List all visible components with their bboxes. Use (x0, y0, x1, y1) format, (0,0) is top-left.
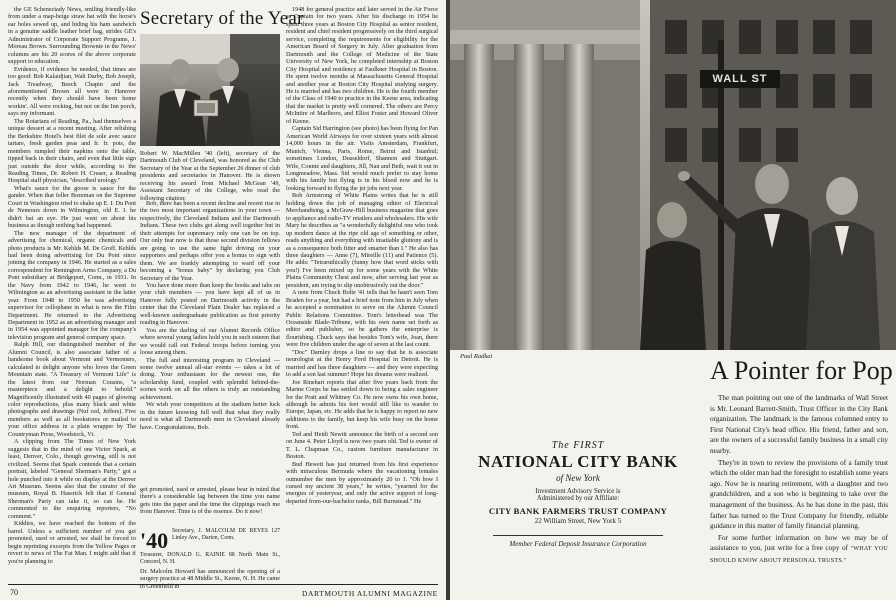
ad-headline: A Pointer for Pop (710, 356, 893, 385)
paragraph: the GE Schenectady News, smiling friendly-like from under a map-beige straw hat with the horse's ear holes sewed up, and hiding his ham sandwich in a genuine saddle leather brief bag, strides GE's Administrator of Corporate Support Programs, J. Moreau Brown. Surrounding Brownie in the News' columns are his 20 scores of the above corporate support to education. (8, 6, 136, 66)
bank-ad (458, 440, 698, 548)
wall-street-photo (450, 0, 896, 350)
class-notes-tail: get promoted, used or arrested, please bear in mind that there's a considerable lag between the time you name gets into the paper and the time the clippings reach me from Hanover. Time is of the essence. Do it now! (140, 486, 280, 516)
paragraph: You are the darling of our Alumni Records Office where several young ladies hold you in such esteem that we would call out Federal troops before turning you loose among them. (140, 326, 280, 357)
street-sign-text: WALL ST (712, 73, 768, 85)
paragraph: Bob, there has been a recent decline and recent rise in the two most important organizations in your town — respectively, the Cleveland Indians and the Dartmouth Indians. These two clubs get along well together but in their attempts for supremacy only one can be on top. Our only fear now is that those second division fellows are going to use the same fight driving on your supporters and perhaps offer you a bonus to sign with them. We are frankly attempting to ward off your becoming a "bonus baby" by declaring you Club Secretary of the Year. (140, 200, 280, 282)
bank-service-line-1: Investment Advisory Service is (535, 488, 621, 495)
class-year: '40 (140, 528, 169, 553)
class-note: Dr. Malcolm Howard has announced the opening of a surgery practice at 48 Middle St., Keene, N. H. He came to Greenfield in (140, 568, 280, 590)
left-column-1 (8, 6, 136, 565)
article-title: Secretary of the Year (140, 8, 304, 29)
paragraph: Joe Rinehart reports that after five years back from the Marine Corps he has settled down to being a sales engineer for the Pratt and Whitney Co. He now owns his own home, although he admits his feet would still like to wander to Europe, Japan, etc. He adds that he is happy to report no new additions to the family, but keep his wife busy on the home front. (286, 378, 438, 431)
trust-company-name: CITY BANK FARMERS TRUST COMPANY (488, 506, 668, 516)
bank-name: NATIONAL CITY BANK (478, 452, 678, 471)
paragraph (710, 533, 888, 567)
left-column-3 (286, 6, 438, 566)
paragraph: Ted and Heidi Newitt announce the birth of a second son on June 4. Peter Lloyd is now two years old. Ted is owner of T. L. Chapman Co., custom furniture manufacturer in Boston. (286, 430, 438, 461)
paragraph: The new manager of the department of advertising for chemical, organic chemicals and photo products is Mr. Kehlds M. De Groff. Kehlds had been doing advertising for Du Pont since joining the company in 1946. He started as a sales correspondent for Remington Arms Company, a Du Pont subsidiary at Bridgeport, Conn., in 1931. In the Navy from 1942 to 1946, he went to Wilmington as an advertising assistant in the latter year. From 1948 to 1950 he was advertising supervisor for cellophane in what is now the Film Department. He returned to the Advertising Department in 1952 as an advertising manager and in 1954 was appointed manager for the company's television program and general company space. (8, 229, 136, 341)
footer-rule (8, 584, 438, 585)
class-secretary: Secretary, J. MALCOLM DE REYES 127 Linley Ave., Darien, Conn. (172, 528, 280, 542)
left-column-2 (140, 200, 280, 482)
photo-caption: Robert W. MacMillen '40 (left), secretary of the Dartmouth Club of Cleveland, was honored as the Club Secretary of the Year at the September 26 dinner of club presidents and secretaries in Hanover. He is shown receiving his award from Michael McGean '49, Assistant Secretary of the College, who read the following citation: (140, 150, 280, 202)
paragraph: The Rotarians of Reading, Pa., had themselves a unique dessert at a recent meeting. After relishing the Berkshire Hotel's best filet de sole avec sauce tartare, fresh garden peas and fr. fr. pots, the members rumpled their napkins onto the table, tipped back in their chairs, and even that little sign just outside the door while, according to the Reading Times, Dr. Robert H. Cruser, a Reading Hospital staff physician, "described urology." (8, 117, 136, 185)
bank-city: of New York (556, 473, 600, 483)
paragraph: Bud Hewett has just returned from his first experience with miraculous Bermuda where the vacationing females outnumber the men by approximately 20 to 1. "Oh how I cursed my ancient 38 years," he writes, "yearned for the energies of yesteryear, and only the active support of long-departed from-our-bachelor ranks, Bill Burnstead." He (286, 460, 438, 505)
paragraph: What's sauce for the goose is sauce for the gander. When that feller Bozeman on the Supreme Court in Washington tried to shake up E. I. Du Pont de Nemours down in Wilmington, old E. I. he didn't bat an eye. He just went on about his business as though nothing had happened. (8, 184, 136, 230)
wall-street-photo-image (450, 0, 896, 350)
ad-body (710, 393, 888, 567)
paragraph: A note from Chuck Bolte '41 tells that he hasn't seen Tom Braden for a year, but had a brief note from him in July when he accepted a nomination to serve on the Alumni Council Public Relations Committee. Tom's letterhead was The Oceanside Blade-Tribune, with his own name set forth as editor and publisher, so he gathers the enterprise is flourishing. Chuck says that besides Tom's wife, Joan, there were five children under the age of seven at the last count. (286, 289, 438, 349)
photo-credit: Paul Radkai (460, 353, 493, 360)
paragraph: Kiddies, we have reached the bottom of the barrel. Unless a sufficient number of you get promoted, used or arrested, we shall be forced to begin reprinting excerpts from the Yellow Pages or revert to news of The Fat Man. I might add that if you're planning to (8, 520, 136, 565)
magazine-name: DARTMOUTH ALUMNI MAGAZINE (302, 589, 438, 598)
fdic-notice: Member Federal Deposit Insurance Corporation (509, 540, 647, 548)
paragraph: They're in town to review the provisions of a family trust which the older man had the foresight to establish some years ago. Now he is nearing retirement, with a daughter and two grandchildren, and a son who is beginning to take over the management of the business. As he has done in the past, this father has turned to the Trust Company for friendly, reliable guidance in this matter of family financial planning. (710, 458, 888, 531)
bank-label-the: The FIRST (551, 440, 605, 451)
paragraph: A clipping from The Times of New York suggests that in the mind of one Victor Spark, at least, Denver, Colo., though growing, still is not civilized. Seems that Spark contends that a certain portrait, labeled "General Sherman's Party," got a hole punched into it while on display at the Denver Art Museum. Seems also that the curator of the museum, Royal B. Hassrick felt that if General Sherman's Party can take it, so can he. He commented to the enquiring reporters, "No comment." (8, 438, 136, 520)
paragraph: We wish your competitors at the stadium better luck in the future knowing full well that what they really need is what all Dartmouth men in Cleveland already have. Congratulations, Bob. (140, 401, 280, 431)
page-number: 70 (10, 588, 18, 597)
bank-service-line-2: Administered by our Affiliate: (536, 495, 620, 502)
paragraph: Captain Sid Harrington (see photo) has been flying for Pan American World Airways for over sixteen years with almost 14,000 hours in the air. Visits Amsterdam, Frankfurt, Munich, Vienna, Paris, Rome, Beirut and Istanbul; sometimes London, Dusseldorf, Shannon and Stuttgart. Wife, Connie and daughters, Jill, Nan and Beth, wait it out in Longmeadow, Mass. Sid would much prefer to stay home with his family but flying is in his blood now and he is looking forward to flying the jet jobs next year. (286, 125, 438, 192)
trust-company-address: 22 William Street, New York 5 (534, 517, 622, 525)
paragraph: Ralph Hill, our distinguished member of the Alumni Council, is also associate father of a handsome book about Vermont and Vermonters, calculated to delight anyone who loves the Green Mountain state. "A Treasury of Vermont Life" is the latest from our Norman Cousins, "a masterpiece and a delight to behold." Magnificently illustrated with 40 pages of glowing color reproductions, plus many black and white photographs and drawings (Nuf ced, Jeffers). Five members as well as all bookstores or mailed to your office address in a plain wrapper by The Countryman Press, Woodstock, Vt. (8, 341, 136, 438)
paragraph: You have done more than keep the books and tabs on your club members — you have kept all of us in Hanover fully posted on Dartmouth activity in the center that the Cleveland Plain Dealer has replaced a well-known undergraduate publication as first priority reading in Hanover. (140, 281, 280, 327)
paragraph: The full and interesting program in Cleveland — some twelve annual all-star events — takes a lot of doing. Your enthusiasm for the newest one, the scholarship fund, coupled with splendid behind-the-scenes work on all the others is truly an outstanding achievement. (140, 356, 280, 401)
class-treasurer: Treasurer, DONALD G. RAINIE 88 North Main St., Concord, N. H. (140, 552, 280, 566)
paragraph: Bob Armstrong of White Plains writes that he is still holding down the job of managing editor of Electrical Merchandising, a McGraw-Hill business magazine that goes to appliance and radio-TV retailers and wholesalers. His wife Mary he describes as "a wonderfully delightful one who took up modern dance at the ripe old age of something or other, reads anything and everything with insatiable gluttony and is as a consequence both fitter and smarter than I." He also has three daughters — Anne (7), Mireille (11) and Patience (5). He adds: "Tetraruthically (funny how that word sticks with you!) I've been mixed up for some years with the White Plains Community Chest and now, after serving last year as president, am trying to slip unobtrusively out the door." (286, 192, 438, 289)
paragraph: Evidence, if evidence be needed, that times are too good: Bob Kalaidjian, Walt Darby, Bob Joseph, Jack Treadway, Beech Chapin and the aforementioned Brown all were in Hanover recently when they should have been home workin'. All were rocking, but not on the Inn porch, says my informant. (8, 65, 136, 118)
booklet-title: "WHAT YOU SHOULD KNOW ABOUT PERSONAL TRUSTS." (710, 546, 889, 564)
paragraph: 1948 for general practice and later served in the Air Force as Captain for two years. After his discharge in 1954 he spent three years at Boston City Hospital as senior resident, resident and chief resident progressively on the third surgical service, completing the requirements for eligibility for the American Board of Surgery in July. After graduation from Dartmouth and the College of Medicine of the State University of New York, he completed internship at Boston City Hospital and residency at Faulkner Hospital in Boston. He spent twelve months at Massachusetts General Hospital and another year at Boston City Hospital studying surgery. He is married and has two children. He is the fourth member of the Class of 1940 to practice in the Keene area, indicating that the market is pretty well cornered. The others are Percy McIntire of Marlboro, and Elliot Foster and Howard Oliver of Keene. (286, 6, 438, 125)
paragraph-text: For some further information on how we may be of assistance to you, just write for a free copy of (710, 533, 888, 553)
paragraph: "Doc" Darnley drops a line to say that he is associate neurologist at the Henry Ford Hospital in Detroit. He is married and has three daughters — and they were expecting to add a son last summer! Hope his dreams were realized. (286, 348, 438, 379)
fdic-rule (493, 535, 663, 536)
award-photo (140, 34, 280, 146)
right-page (450, 0, 896, 600)
paragraph: The man pointing out one of the landmarks of Wall Street is Mr. Leonard Barrett-Smith, Trust Officer in the City Bank organization. The landmark is the famous columned entry to First National City's head office. His friend, father and son, are the owners of a successful family business in a small city nearby. (710, 394, 888, 455)
left-page (0, 0, 446, 600)
award-photo-image (140, 34, 280, 146)
